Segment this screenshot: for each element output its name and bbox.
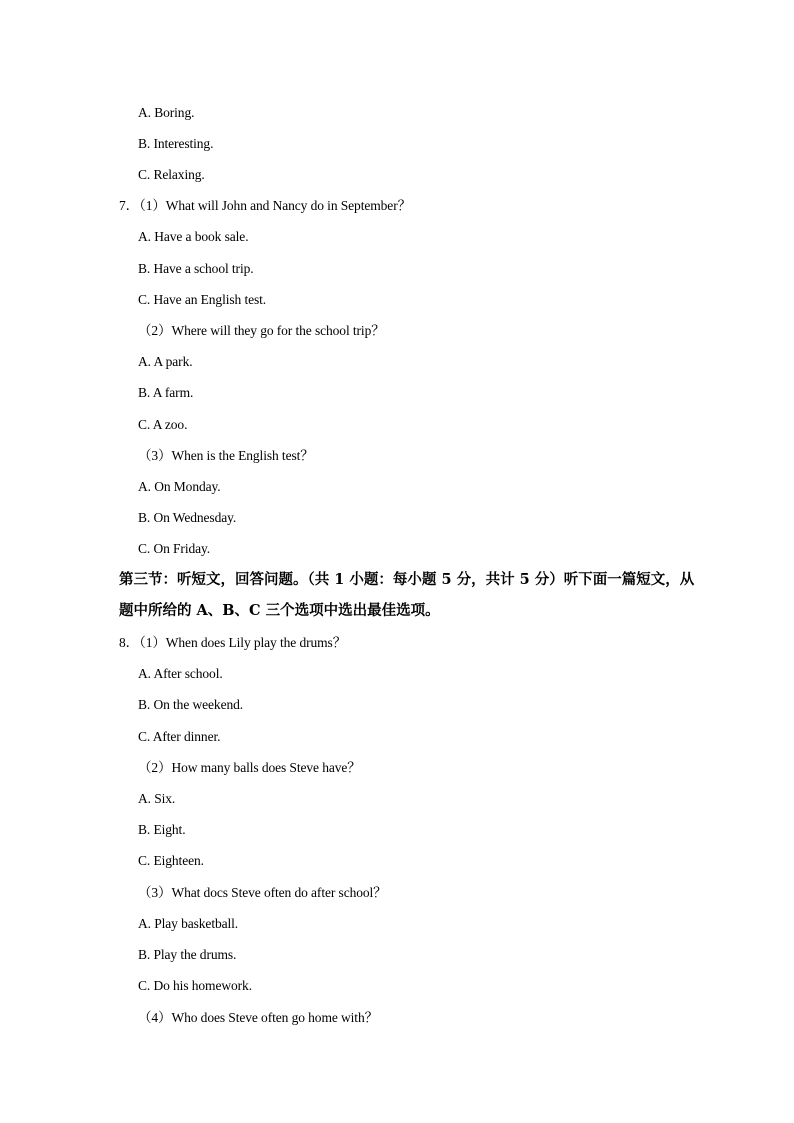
q8-sub1-prompt: [119, 635, 346, 651]
q7-sub2-prompt: （2）Where will they go for the school trip？: [138, 323, 385, 338]
q7-sub1-text: （1）What will John and Nancy do in September？: [139, 198, 411, 213]
q8-sub3-option-a: A. Play basketball.: [138, 916, 239, 931]
q8-sub1-option-b: B. On the weekend.: [138, 697, 244, 712]
q6-option-b: B. Interesting.: [138, 136, 214, 151]
q8-sub3-option-b: B. Play the drums.: [138, 947, 237, 962]
q7-sub2-option-c: C. A zoo.: [138, 417, 188, 432]
q6-option-a: A. Boring.: [138, 105, 195, 120]
q7-sub1-option-c: C. Have an English test.: [138, 292, 267, 307]
q7-sub2-option-b: B. A farm.: [138, 385, 194, 400]
q6-option-c: C. Relaxing.: [138, 167, 205, 182]
q8-sub1-text: （1）When does Lily play the drums？: [139, 635, 347, 650]
q8-number: 8．: [119, 635, 140, 650]
q8-sub2-option-b: B. Eight.: [138, 822, 186, 837]
q7-sub3-option-b: B. On Wednesday.: [138, 510, 237, 525]
q8-sub4-prompt: （4）Who does Steve often go home with？: [138, 1010, 379, 1025]
q8-sub2-prompt: （2）How many balls does Steve have？: [138, 760, 361, 775]
q7-sub1-prompt: [119, 198, 411, 214]
q8-sub3-prompt: （3）What docs Steve often do after school？: [138, 885, 387, 900]
q8-sub1-option-a: A. After school.: [138, 666, 223, 681]
q7-sub3-option-c: C. On Friday.: [138, 541, 211, 556]
q7-sub1-option-a: A. Have a book sale.: [138, 229, 249, 244]
q7-sub3-prompt: （3）When is the English test？: [138, 448, 314, 463]
q8-sub3-option-c: C. Do his homework.: [138, 978, 252, 993]
q7-number: 7．: [119, 198, 140, 213]
q7-sub2-option-a: A. A park.: [138, 354, 193, 369]
section3-heading-line2: 题中所给的 A、B、C 三个选项中选出最佳选项。: [119, 602, 440, 619]
section3-heading-line1: 第三节：听短文，回答问题。（共 1 小题：每小题 5 分，共计 5 分）听下面一篇短文，从: [119, 571, 695, 588]
q8-sub2-option-c: C. Eighteen.: [138, 853, 204, 868]
q7-sub1-option-b: B. Have a school trip.: [138, 261, 254, 276]
q8-sub1-option-c: C. After dinner.: [138, 729, 221, 744]
q7-sub3-option-a: A. On Monday.: [138, 479, 221, 494]
q8-sub2-option-a: A. Six.: [138, 791, 176, 806]
